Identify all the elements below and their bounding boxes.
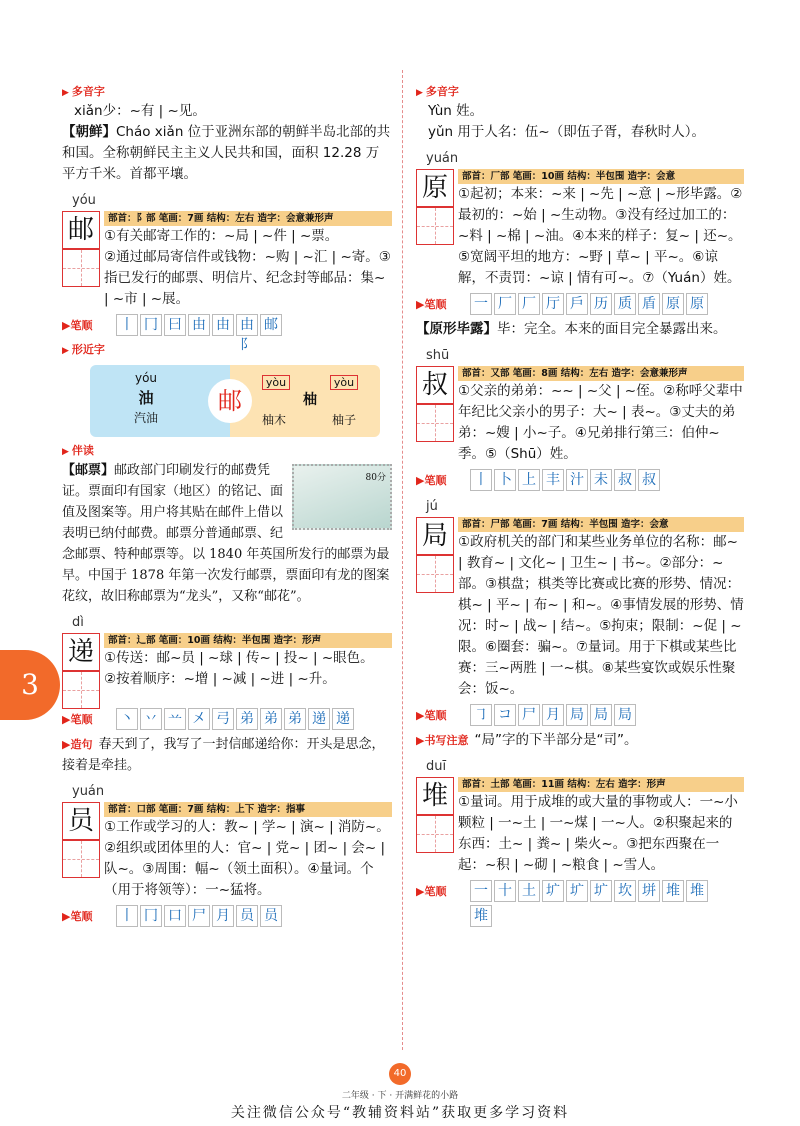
writing-grid — [416, 404, 454, 442]
polyphone-tag: ▶ 多音字 — [62, 85, 105, 98]
stroke-cell: 递 — [308, 708, 330, 730]
idiom-entry: 【原形毕露】毕：完全。本来的面目完全暴露出来。 — [416, 321, 727, 337]
similar-r1-word: 柚木 — [261, 413, 286, 427]
yuan2-meta: 部首：厂部 笔画：10画 结构：半包围 造字：会意 — [458, 169, 744, 184]
di-entry — [62, 633, 392, 690]
chaoxian-entry: 【朝鲜】Cháo xiǎn 位于亚洲东部的朝鲜半岛北部的共和国。全称朝鲜民主主义人民共和国，面积 12.28 万平方千米。首都平壤。 — [62, 124, 391, 182]
stroke-cell: 堆 — [662, 880, 684, 902]
right-column — [416, 78, 744, 927]
stroke-cell: 未 — [590, 469, 612, 491]
stroke-cell: 质 — [614, 293, 636, 315]
unit-number-tab: 3 — [0, 650, 60, 720]
yuan-pinyin: yuán — [72, 784, 105, 799]
stroke-cell: 弟 — [236, 708, 258, 730]
stroke-cell: 圹 — [566, 880, 588, 902]
stroke-cell: 丶 — [116, 708, 138, 730]
writing-grid — [416, 815, 454, 853]
stroke-cell: 由 — [188, 314, 210, 336]
stroke-cell: 月 — [542, 704, 564, 726]
you-char: 邮 — [62, 211, 100, 249]
stroke-cell: 由 — [212, 314, 234, 336]
similar-center-char: 邮 — [208, 379, 252, 423]
stroke-cell: 邮 — [260, 314, 282, 336]
reading-text: 80分 【邮票】邮政部门印刷发行的邮费凭证。票面印有国家（地区）的铭记、面值及图案等。用户将其贴在邮件上借以表明已纳付邮费。邮票分普通邮票、纪念邮票、特种邮票等。以 1840 年英国所发行的邮票为最早。中国于 1878 年第一次发行邮票，票面印有龙的图案花纹，故旧称邮票为“龙头”，又称“邮花”。 — [62, 460, 392, 607]
stroke-cell: 垪 — [638, 880, 660, 902]
stroke-cell: 卜 — [494, 469, 516, 491]
ju-stroke-order: ▶笔顺 ㇆ コ 尸 月 局 局 局 — [416, 704, 744, 726]
stroke-cell: 厂 — [518, 293, 540, 315]
stroke-cell: 叔 — [638, 469, 660, 491]
ju-def-1: ①政府机关的部门和某些业务单位的名称：邮~ | 教育~ | 文化~ | 卫生~ | 书~。②部分：~部。③棋盘；棋类等比赛或比赛的形势、情况：棋~ | 平~ | 布~ | 和~。④事情发展的形势、情况：时~ | 战~ | 结~。⑤拘束；限制：~促 | ~限。⑥圈套：骗~。⑦量词。用于下棋或某些比赛：三~两胜 | 一~棋。⑧某些宴饮或娱乐性聚会：饭~。 — [458, 534, 744, 697]
dui-meta: 部首：土部 笔画：11画 结构：左右 造字：形声 — [458, 777, 744, 792]
similar-r1-char: 柚 — [303, 392, 317, 408]
ju-pinyin: jú — [426, 499, 438, 514]
yuan-meta: 部首：口部 笔画：7画 结构：上下 造字：指事 — [104, 802, 392, 817]
yuan-entry — [62, 802, 392, 901]
stroke-cell: 弟 — [284, 708, 306, 730]
ju-entry — [416, 517, 744, 700]
shu-meta: 部首：又部 笔画：8画 结构：左右 造字：会意兼形声 — [458, 366, 744, 381]
polyphone-line-1: Yùn 姓。 — [428, 103, 484, 119]
writing-grid — [416, 555, 454, 593]
stroke-cell: 丷 — [140, 708, 162, 730]
stroke-cell: 冂 — [140, 314, 162, 336]
similar-left-pinyin: yóu — [134, 371, 158, 385]
dui-char: 堆 — [416, 777, 454, 815]
stroke-cell: 丰 — [542, 469, 564, 491]
stroke-cell: 原 — [686, 293, 708, 315]
di-def-1: ①传送：邮~员 | ~球 | 传~ | 投~ | ~眼色。 — [104, 650, 374, 666]
stroke-cell: 员 — [236, 905, 258, 927]
di-pinyin: dì — [72, 615, 84, 630]
ju-char: 局 — [416, 517, 454, 555]
stroke-cell: 䒑 — [164, 708, 186, 730]
yuan2-stroke-order: ▶笔顺 一 厂 厂 厅 戶 历 质 盾 原 原 — [416, 293, 744, 315]
you-stroke-order: ▶笔顺 丨 冂 曰 由 由 由阝 邮 — [62, 314, 392, 336]
similar-r1-pinyin: yòu — [262, 375, 290, 390]
polyphone-line: xiǎn少：~有 | ~见。 — [74, 103, 206, 119]
stroke-cell: ㇆ — [470, 704, 492, 726]
writing-grid — [62, 671, 100, 709]
stamp-image: 80分 — [292, 464, 392, 530]
stroke-cell: 㐅 — [188, 708, 210, 730]
stroke-cell: 口 — [164, 905, 186, 927]
stroke-cell: 弟 — [260, 708, 282, 730]
polyphone-tag-right: ▶ 多音字 — [416, 85, 459, 98]
you-meta: 部首：阝部 笔画：7画 结构：左右 造字：会意兼形声 — [104, 211, 392, 226]
dui-def-1: ①量词。用于成堆的或大量的事物或人：一~小颗粒 | 一~土 | 一~煤 | 一~人。②积聚起来的东西：土~ | 粪~ | 柴火~。③把东西聚在一起：~积 | ~砌 | ~粮食 | ~雪人。 — [458, 794, 738, 873]
dui-entry — [416, 777, 744, 876]
stroke-cell: 丨 — [116, 314, 138, 336]
stroke-cell: 厅 — [542, 293, 564, 315]
di-def-2: ②按着顺序：~增 | ~减 | ~进 | ~升。 — [104, 671, 336, 687]
page-number: 40 — [389, 1063, 411, 1085]
stroke-cell: 由阝 — [236, 314, 258, 336]
stroke-cell: 弓 — [212, 708, 234, 730]
stroke-cell: 尸 — [188, 905, 210, 927]
writing-note: ▶书写注意 “局”字的下半部分是“司”。 — [416, 732, 638, 748]
stroke-cell: 月 — [212, 905, 234, 927]
stroke-cell: 堆 — [686, 880, 708, 902]
stroke-cell: 尸 — [518, 704, 540, 726]
you-def-2: ②通过邮局寄信件或钱物：~购 | ~汇 | ~寄。③指已发行的邮票、明信片、纪念封等邮品：集~ | ~市 | ~展。 — [104, 249, 391, 307]
stroke-cell: 递 — [332, 708, 354, 730]
stroke-cell: 汁 — [566, 469, 588, 491]
stroke-cell: 一 — [470, 293, 492, 315]
promo-text: 关注微信公众号“教辅资料站”获取更多学习资料 — [230, 1105, 570, 1121]
polyphone-line-2: yǔn 用于人名：伍~（即伍子胥，春秋时人）。 — [428, 124, 705, 140]
writing-grid — [62, 840, 100, 878]
stroke-cell: 曰 — [164, 314, 186, 336]
yuan-char: 员 — [62, 802, 100, 840]
stroke-cell: 厂 — [494, 293, 516, 315]
sentence-example: ▶造句 春天到了，我写了一封信邮递给你：开头是思念，接着是牵挂。 — [62, 737, 385, 773]
stroke-cell: 十 — [494, 880, 516, 902]
stroke-cell: 员 — [260, 905, 282, 927]
stroke-cell: 历 — [590, 293, 612, 315]
stroke-cell: 土 — [518, 880, 540, 902]
yuan-def-1: ①工作或学习的人：教~ | 学~ | 演~ | 消防~。②组织或团体里的人：官~ | 党~ | 团~ | 会~ | 队~。③周围：幅~（领土面积）。④量词。个（用于将领等）：一~猛将。 — [104, 819, 390, 898]
similar-left-char: 油 — [138, 389, 154, 407]
shu-pinyin: shū — [426, 348, 450, 363]
stroke-cell: 堆 — [470, 905, 492, 927]
yuan-stroke-order: ▶笔顺 丨 冂 口 尸 月 员 员 — [62, 905, 392, 927]
stroke-cell: 冂 — [140, 905, 162, 927]
shu-entry — [416, 366, 744, 465]
shu-stroke-order: ▶笔顺 丨 卜 上 丰 汁 未 叔 叔 — [416, 469, 744, 491]
stroke-cell: 戶 — [566, 293, 588, 315]
stroke-cell: 叔 — [614, 469, 636, 491]
shu-char: 叔 — [416, 366, 454, 404]
you-def-1: ①有关邮寄工作的：~局 | ~件 | ~票。 — [104, 228, 339, 244]
stroke-cell: 丨 — [116, 905, 138, 927]
you-entry — [62, 211, 392, 310]
dui-stroke-order: ▶笔顺 一 十 土 圹 圹 圹 坎 垪 堆 堆 堆 — [416, 880, 744, 927]
di-stroke-order: ▶笔顺 丶 丷 䒑 㐅 弓 弟 弟 弟 递 递 — [62, 708, 392, 730]
stroke-cell: 盾 — [638, 293, 660, 315]
stroke-cell: 上 — [518, 469, 540, 491]
stroke-cell: 圹 — [590, 880, 612, 902]
stroke-cell: 局 — [566, 704, 588, 726]
di-meta: 部首：辶部 笔画：10画 结构：半包围 造字：形声 — [104, 633, 392, 648]
stroke-cell: 原 — [662, 293, 684, 315]
yuan2-char: 原 — [416, 169, 454, 207]
stroke-cell: 局 — [590, 704, 612, 726]
writing-grid — [416, 207, 454, 245]
yuan2-entry — [416, 169, 744, 289]
stroke-cell: 丨 — [470, 469, 492, 491]
similar-tag: ▶ 形近字 — [62, 343, 105, 356]
ju-meta: 部首：尸部 笔画：7画 结构：半包围 造字：会意 — [458, 517, 744, 532]
di-char: 递 — [62, 633, 100, 671]
writing-grid — [62, 249, 100, 287]
shu-def-1: ①父亲的弟弟：~~ | ~父 | ~侄。②称呼父辈中年纪比父亲小的男子：大~ | 表~。③丈夫的弟弟：~嫂 | 小~子。④兄弟排行第三：伯仲~季。⑤（Shū）姓。 — [458, 383, 743, 462]
similar-r2-pinyin: yòu — [330, 375, 358, 390]
stroke-cell: 局 — [614, 704, 636, 726]
similar-r2-word: 柚子 — [331, 413, 356, 427]
stroke-cell: 圹 — [542, 880, 564, 902]
similar-left-word: 汽油 — [133, 411, 158, 425]
you-pinyin: yóu — [72, 193, 96, 208]
similar-chars-panel — [90, 365, 380, 437]
dui-pinyin: duī — [426, 759, 447, 774]
reading-tag: ▶ 伴读 — [62, 444, 94, 457]
lesson-title: 二年级 · 下 · 开满鲜花的小路 — [341, 1091, 459, 1101]
stroke-cell: 坎 — [614, 880, 636, 902]
yuan2-def-1: ①起初；本来：~来 | ~先 | ~意 | ~形毕露。②最初的：~始 | ~生动物。③没有经过加工的：~料 | ~棉 | ~油。④本来的样子：复~ | 还~。⑤宽阔平坦的地方：~野 | 草~ | 平~。⑥谅解，不责罚：~谅 | 情有可~。⑦（Yuán）姓。 — [458, 186, 743, 286]
left-column — [62, 78, 392, 927]
stroke-cell: コ — [494, 704, 516, 726]
column-divider — [402, 70, 403, 1050]
yuan2-pinyin: yuán — [426, 151, 459, 166]
stroke-cell: 一 — [470, 880, 492, 902]
